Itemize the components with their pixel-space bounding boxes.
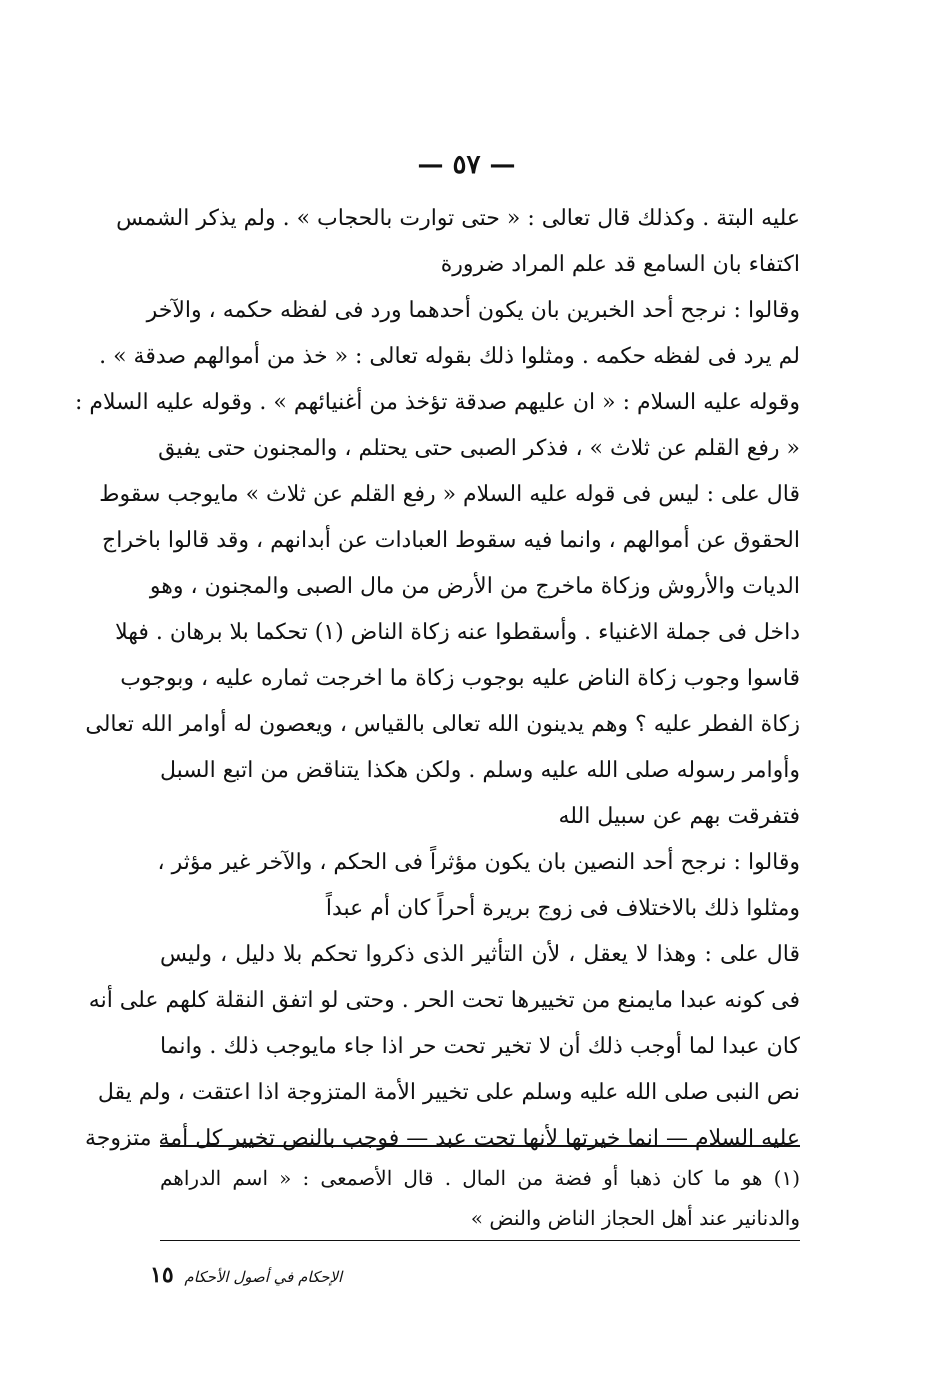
book-signature <box>150 1262 342 1288</box>
text-line: عليه البتة . وكذلك قال تعالى : « حتى توارت بالحجاب » . ولم يذكر الشمس <box>116 206 800 231</box>
text-line: فى كونه عبدا مايمنع من تخييرها تحت الحر . وحتى لو اتفق النقلة كلهم على أنه <box>88 988 800 1013</box>
body-text <box>74 196 800 1162</box>
text-line: لم يرد فى لفظه حكمه . ومثلوا ذلك بقوله تعالى : « خذ من أموالهم صدقة » . <box>99 344 800 369</box>
footnotes <box>160 1158 800 1238</box>
signature-title: الإحكام في أصول الأحكام <box>184 1268 343 1286</box>
text-line: اكتفاء بان السامع قد علم المراد ضرورة <box>440 252 800 277</box>
text-line: قاسوا وجوب زكاة الناض عليه بوجوب زكاة ما اخرجت ثماره عليه ، وبوجوب <box>120 666 800 691</box>
text-line: زكاة الفطر عليه ؟ وهم يدينون الله تعالى بالقياس ، ويعصون له أوامر الله تعالى <box>85 712 800 737</box>
text-line: وقالوا : نرجح أحد الخبرين بان يكون أحدهما ورد فى لفظه حكمه ، والآخر <box>146 298 800 323</box>
text-line: قال على : ليس فى قوله عليه السلام « رفع القلم عن ثلاث » مايوجب سقوط <box>99 482 800 507</box>
signature-number: ١٥ <box>150 1262 174 1288</box>
text-line: كان عبدا لما أوجب ذلك أن لا تخير تحت حر اذا جاء مايوجب ذلك . وانما <box>160 1034 800 1059</box>
text-line: « رفع القلم عن ثلاث » ، فذكر الصبى حتى يحتلم ، والمجنون حتى يفيق <box>158 436 800 461</box>
text-line: نص النبى صلى الله عليه وسلم على تخيير الأمة المتزوجة اذا اعتقت ، ولم يقل <box>97 1080 800 1105</box>
footnote-divider <box>160 1145 800 1147</box>
text-line: وقوله عليه السلام : « ان عليهم صدقة تؤخذ من أغنيائهم » . وقوله عليه السلام : <box>74 390 800 415</box>
text-line: داخل فى جملة الاغنياء . وأسقطوا عنه زكاة الناض (١) تحكما بلا برهان . فهلا <box>115 620 800 645</box>
page-bottom-rule <box>160 1240 800 1241</box>
page-number: — ٥٧ — <box>417 150 516 180</box>
footnote-line: (١) هو ما كان ذهبا أو فضة من المال . قال الأصمعى : « اسم الدراهم <box>160 1166 800 1190</box>
text-line: الحقوق عن أموالهم ، وانما فيه سقوط العبادات عن أبدانهم ، وقد قالوا باخراج <box>102 528 800 553</box>
text-line: وأوامر رسوله صلى الله عليه وسلم . ولكن هكذا يتناقض من اتبع السبل <box>160 758 800 783</box>
text-line: وقالوا : نرجح أحد النصين بان يكون مؤثراً فى الحكم ، والآخر غير مؤثر ، <box>157 850 800 875</box>
text-line: قال على : وهذا لا يعقل ، لأن التأثير الذى ذكروا تحكم بلا دليل ، وليس <box>160 942 800 967</box>
text-line: فتفرقت بهم عن سبيل الله <box>558 804 800 829</box>
text-line: ومثلوا ذلك بالاختلاف فى زوج بريرة أحراً كان أم عبداً <box>325 896 800 921</box>
footnote-line: والدنانير عند أهل الحجاز الناض والنض » <box>470 1206 800 1230</box>
text-line: عليه السلام — انما خيرتها لأنها تحت عبد — فوجب بالنص تخيير كل أمة متزوجة <box>84 1126 800 1151</box>
text-line: الديات والأروش وزكاة ماخرج من الأرض من مال الصبى والمجنون ، وهو <box>149 574 800 599</box>
